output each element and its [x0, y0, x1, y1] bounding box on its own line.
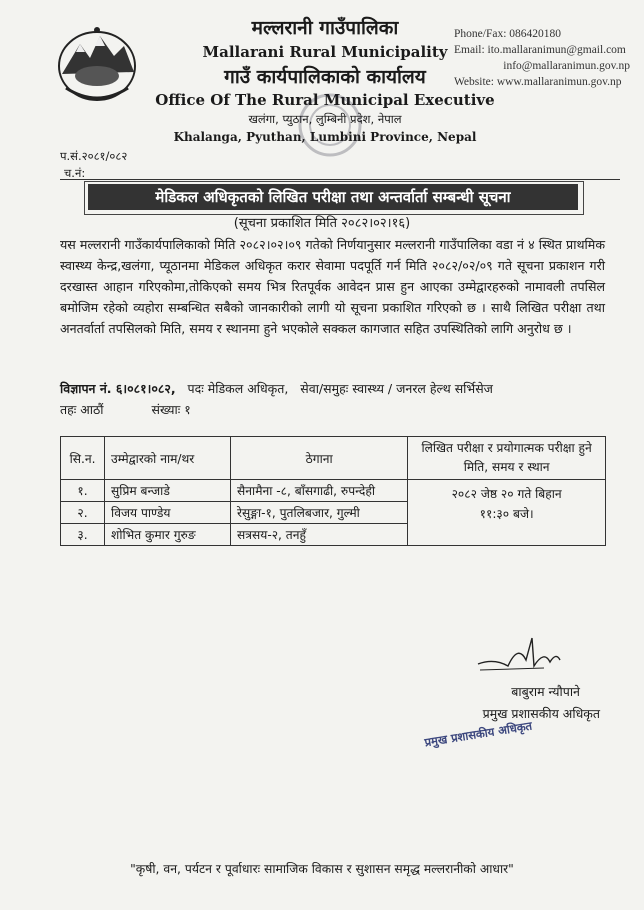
row-address: रेसुङ्गा-१, पुतलिबजार, गुल्मी: [231, 502, 408, 524]
municipality-name-en: Mallarani Rural Municipality: [202, 43, 448, 61]
row-name: सुप्रिम बन्जाडे: [105, 480, 231, 502]
advertisement-line: [60, 380, 493, 397]
signatory-name: बाबुराम न्यौपाने: [511, 684, 580, 699]
col-exam: लिखित परीक्षा र प्रयोगात्मक परीक्षा हुने मिति, समय र स्थान: [408, 437, 606, 480]
footer-motto: "कृषी, वन, पर्यटन र पूर्वाधारः सामाजिक विकास र सुशासन समृद्ध मल्लरानीको आधार": [130, 862, 514, 876]
service-group: सेवा/समुहः स्वास्थ्य / जनरल हेल्थ सर्भिसेज: [300, 381, 493, 396]
exam-date: २०८२ जेष्ठ २० गते बिहान: [451, 487, 562, 501]
row-sn: ३.: [61, 524, 105, 546]
table-row: [61, 480, 606, 502]
office-name-en: Office Of The Rural Municipal Executive: [155, 91, 495, 109]
municipality-name-np: मल्लरानी गाउँपालिका: [251, 17, 399, 39]
exam-schedule: [408, 480, 606, 546]
address-np: खलंगा, प्युठान, लुम्बिनी प्रदेश, नेपाल: [248, 112, 402, 126]
level-line: [60, 401, 191, 418]
dispatch-number: च.नं:: [64, 166, 86, 180]
row-address: सैनामैना -८, बाँसगाढी, रुपन्देही: [231, 480, 408, 502]
office-name-np: गाउँ कार्यपालिकाको कार्यालय: [224, 66, 426, 88]
row-name: शोभित कुमार गुरुङ: [105, 524, 231, 546]
vacancy-count: संख्याः १: [151, 402, 191, 417]
website: Website: www.mallaranimun.gov.np: [454, 76, 622, 88]
ad-number: विज्ञापन नं. ६।०८१।०८२,: [60, 381, 176, 396]
published-date: (सूचना प्रकाशित मिति २०८२।०२।१६): [233, 216, 411, 231]
table-header-row: [61, 437, 606, 480]
col-sn: सि.न.: [61, 437, 105, 480]
candidate-table: [60, 436, 606, 546]
row-name: विजय पाण्डेय: [105, 502, 231, 524]
nepal-govt-emblem-icon: [52, 22, 142, 104]
exam-time: ११:३० बजे।: [479, 507, 534, 521]
letter-number: प.सं.२०८१/०८२: [60, 149, 128, 163]
row-address: सत्रसय-२, तनहुँ: [231, 524, 408, 546]
row-sn: १.: [61, 480, 105, 502]
notice-body: यस मल्लरानी गाउँकार्यपालिकाको मिति २०८२।०२।०९ गतेको निर्णयानुसार मल्लरानी गाउँपालिका वडा नं ४ स्थित प्राथमिक स्वास्थ्य केन्द्र,खलंगा, प्यूठानमा मेडिकल अधिकृत करार सेवामा पदपूर्ति गर्न मिति २०८२/०२/०९ गते सूचना प्रकाशन गरी दरखास्त आहान गरिएकोमा,तोकिएको समय भित्र रितपूर्वक आवेदन प्रास हुन आएका उम्मेद्वारहरुको नामावली तपसिल बमोजिम रहेको व्यहोरा सम्बन्धित सबैको जानकारीको लागी यो सूचना प्रकाशित गरिएको छ । साथै लिखित परीक्षा तथा अनतर्वार्ता तपसिलको मिति, समय र स्थानमा हुने भएकोले सक्कल कागजात सहित उपस्थितिको लागि अनुरोध छ ।: [60, 237, 605, 336]
email-secondary: info@mallaranimun.gov.np: [503, 60, 630, 72]
level: तहः आठौं: [60, 402, 104, 417]
signatory-designation: प्रमुख प्रशासकीय अधिकृत: [482, 706, 600, 721]
post-name: पदः मेडिकल अधिकृत,: [187, 381, 289, 396]
header-divider: [60, 179, 620, 180]
address-en: Khalanga, Pyuthan, Lumbini Province, Nepal: [173, 130, 477, 144]
signature-icon: [474, 630, 564, 678]
col-address: ठेगाना: [231, 437, 408, 480]
row-sn: २.: [61, 502, 105, 524]
col-name: उम्मेद्वारको नाम/थर: [105, 437, 231, 480]
email-primary: Email: ito.mallaranimun@gmail.com: [454, 44, 626, 56]
reference-block: [60, 148, 127, 182]
notice-title: मेडिकल अधिकृतको लिखित परीक्षा तथा अन्तर्वार्ता सम्बन्धी सूचना: [88, 184, 578, 210]
designation-stamp: प्रमुख प्रशासकीय अधिकृत: [423, 718, 534, 750]
contact-block: [454, 26, 640, 90]
signatory-block: [420, 681, 600, 725]
faint-seal-icon: [290, 90, 370, 160]
phone-fax: Phone/Fax: 086420180: [454, 28, 562, 40]
